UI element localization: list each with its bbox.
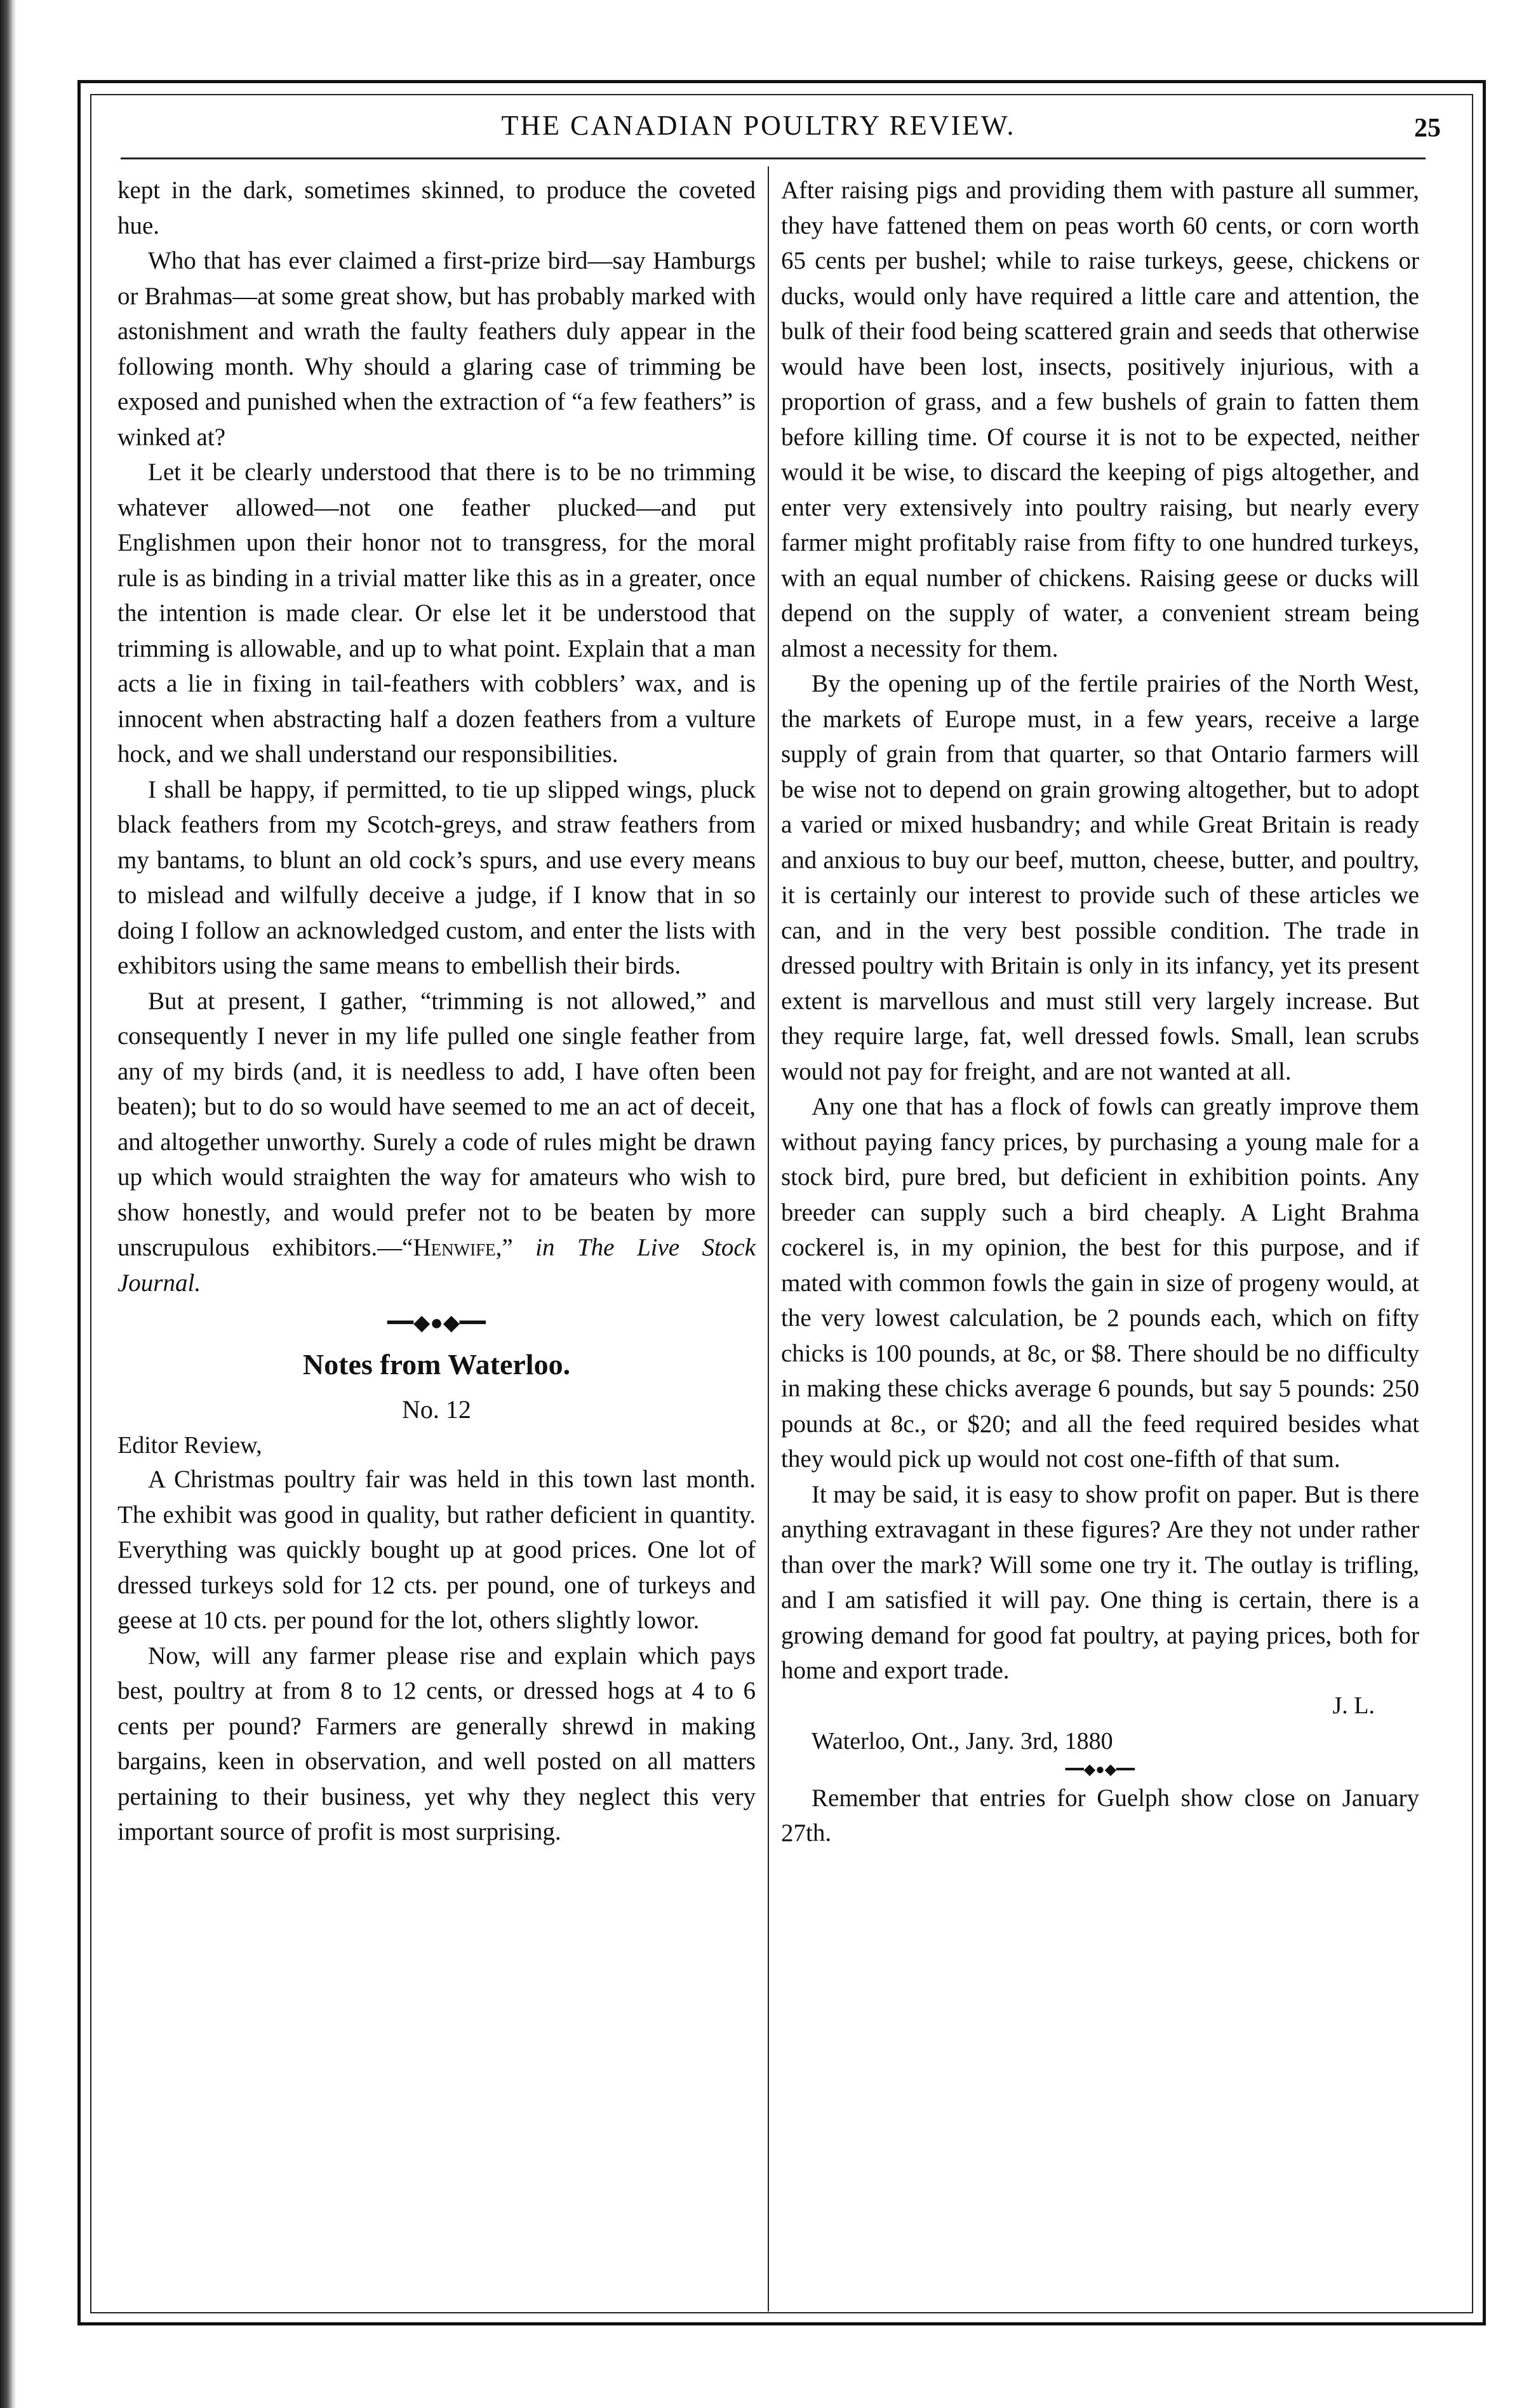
left-paragraph-6: A Christmas poultry fair was held in this town last month. The exhibit was good in quality, but rather deficient in quantity. Everything was quickly bought up at good prices. One lot of dressed turkeys sold for 12 cts. per pound, one of turkeys and geese at 10 cts. per pound for the lot, others slightly lowor. [117,1466,756,1634]
right-paragraph-4: It may be said, it is easy to show profit on paper. But is there anything extravagant in these figures? Are they not under rather than over the mark? Will some one try it. The outlay is trifling, and I am satisfied it will pay. One thing is certain, there is a growing demand for good fat poultry, at paying prices, both for home and export trade. [781,1480,1419,1684]
notice-paragraph: Remember that entries for Guelph show close on January 27th. [781,1784,1419,1847]
salutation: Editor Review, [117,1432,262,1459]
right-paragraph-1: After raising pigs and providing them with pasture all summer, they have fattened them on peas worth 60 cents, or corn worth 65 cents per bushel; while to raise turkeys, geese, chickens or ducks, would only have required a little care and attention, the bulk of their food being scattered grain and seeds that otherwise would have been lost, insects, positively injurious, with a proportion of grass, and a few bushels of grain to fatten them before killing time. Of course it is not to be expected, neither would it be wise, to discard the keeping of pigs altogether, and enter very extensively into poultry raising, but nearly every farmer might profitably raise from fifty to one hundred turkeys, with an equal number of chickens. Raising geese or ducks will depend on the supply of water, a convenient stream being almost a necessity for them. [781,177,1419,662]
running-header-title: THE CANADIAN POULTRY REVIEW. [501,110,1016,141]
small-ornament: ━━◆●◆━━ [1065,1761,1135,1778]
author-name: Henwife, [413,1234,502,1261]
left-paragraph-2: Who that has ever claimed a first-prize bird—say Hamburgs or Brahmas—at some great show, but has probably marked with astonishment and wrath the faulty feathers duly appear in the following month. Why should a glaring case of trimming be exposed and punished when the extraction of “a few feathers” is winked at? [117,247,756,451]
header-rule [121,157,1426,159]
left-paragraph-1: kept in the dark, sometimes skinned, to produce the coveted hue. [117,177,756,239]
left-paragraph-5 [117,984,756,1301]
page-edge-shadow [0,0,17,2408]
page-number: 25 [1414,114,1441,143]
place-and-date: Waterloo, Ont., Jany. 3rd, 1880 [812,1727,1113,1755]
quote-close: ” [502,1234,536,1261]
section-number: No. 12 [402,1395,471,1424]
signature: J. L. [1332,1692,1375,1719]
left-column [117,173,756,1850]
source-citation: in The Live Stock Journal. [117,1234,756,1297]
right-paragraph-2: By the opening up of the fertile prairies of the North West, the markets of Europe must, in a few years, receive a large supply of grain from that quarter, so that Ontario farmers will be wise not to depend on grain growing altogether, but to adopt a varied or mixed husbandry; and while Great Britain is ready and anxious to buy our beef, mutton, cheese, butter, and poultry, it is certainly our interest to provide such of these articles we can, and in the very best possible condition. The trade in dressed poultry with Britain is only in its infancy, yet its present extent is marvellous and must still very largely increase. But they require large, fat, well dressed fowls. Small, lean scrubs would not pay for freight, and are not wanted at all. [781,670,1419,1085]
left-paragraph-4: I shall be happy, if permitted, to tie up slipped wings, pluck black feathers from my Scotch-greys, and straw feathers from my bantams, to blunt an old cock’s spurs, and use every means to mislead and wilfully deceive a judge, if I know that in so doing I follow an acknowledged custom, and enter the lists with exhibitors using the same means to embellish their birds. [117,775,756,979]
paragraph-5-text: But at present, I gather, “trimming is not allowed,” and consequently I never in my life pulled one single feather from any of my birds (and, it is needless to add, I have often been beaten); but to do so would have seemed to me an act of deceit, and altogether unworthy. Surely a code of rules might be drawn up which would straighten the way for amateurs who wish to show honestly, and would prefer not to be beaten by more unscrupulous exhibitors.—“ [117,987,756,1261]
left-paragraph-3: Let it be clearly understood that there is to be no trimming whatever allowed—not one feather plucked—and put Englishmen upon their honor not to transgress, for the moral rule is as binding in a trivial matter like this as in a greater, once the intention is made clear. Or else let it be understood that trimming is allowable, and up to what point. Explain that a man acts a lie in fixing in tail-feathers with cobblers’ wax, and is innocent when abstracting half a dozen feathers from a vulture hock, and we shall understand our responsibilities. [117,458,756,768]
section-ornament: ━━◆●◆━━ [387,1311,486,1335]
left-paragraph-7: Now, will any farmer please rise and explain which pays best, poultry at from 8 to 12 cents, or dressed hogs at 4 to 6 cents per pound? Farmers are generally shrewd in making bargains, keen in observation, and well posted on all matters pertaining to their business, yet why they neglect this very important source of profit is most surprising. [117,1642,756,1845]
column-divider [768,166,769,2311]
section-title: Notes from Waterloo. [302,1348,571,1381]
right-column [781,173,1419,1851]
right-paragraph-3: Any one that has a flock of fowls can greatly improve them without paying fancy prices, by purchasing a young male for a stock bird, pure bred, but deficient in exhibition points. Any breeder can supply such a bird cheaply. A Light Brahma cockerel is, in my opinion, the best for this purpose, and if mated with common fowls the gain in size of progeny would, at the very lowest calculation, be 2 pounds each, which on fifty chicks is 100 pounds, at 8c, or $8. There should be no difficulty in making these chicks average 6 pounds, but say 5 pounds: 250 pounds at 8c., or $20; and all the feed required besides what they would pick up would not cost one-fifth of that sum. [781,1093,1419,1473]
